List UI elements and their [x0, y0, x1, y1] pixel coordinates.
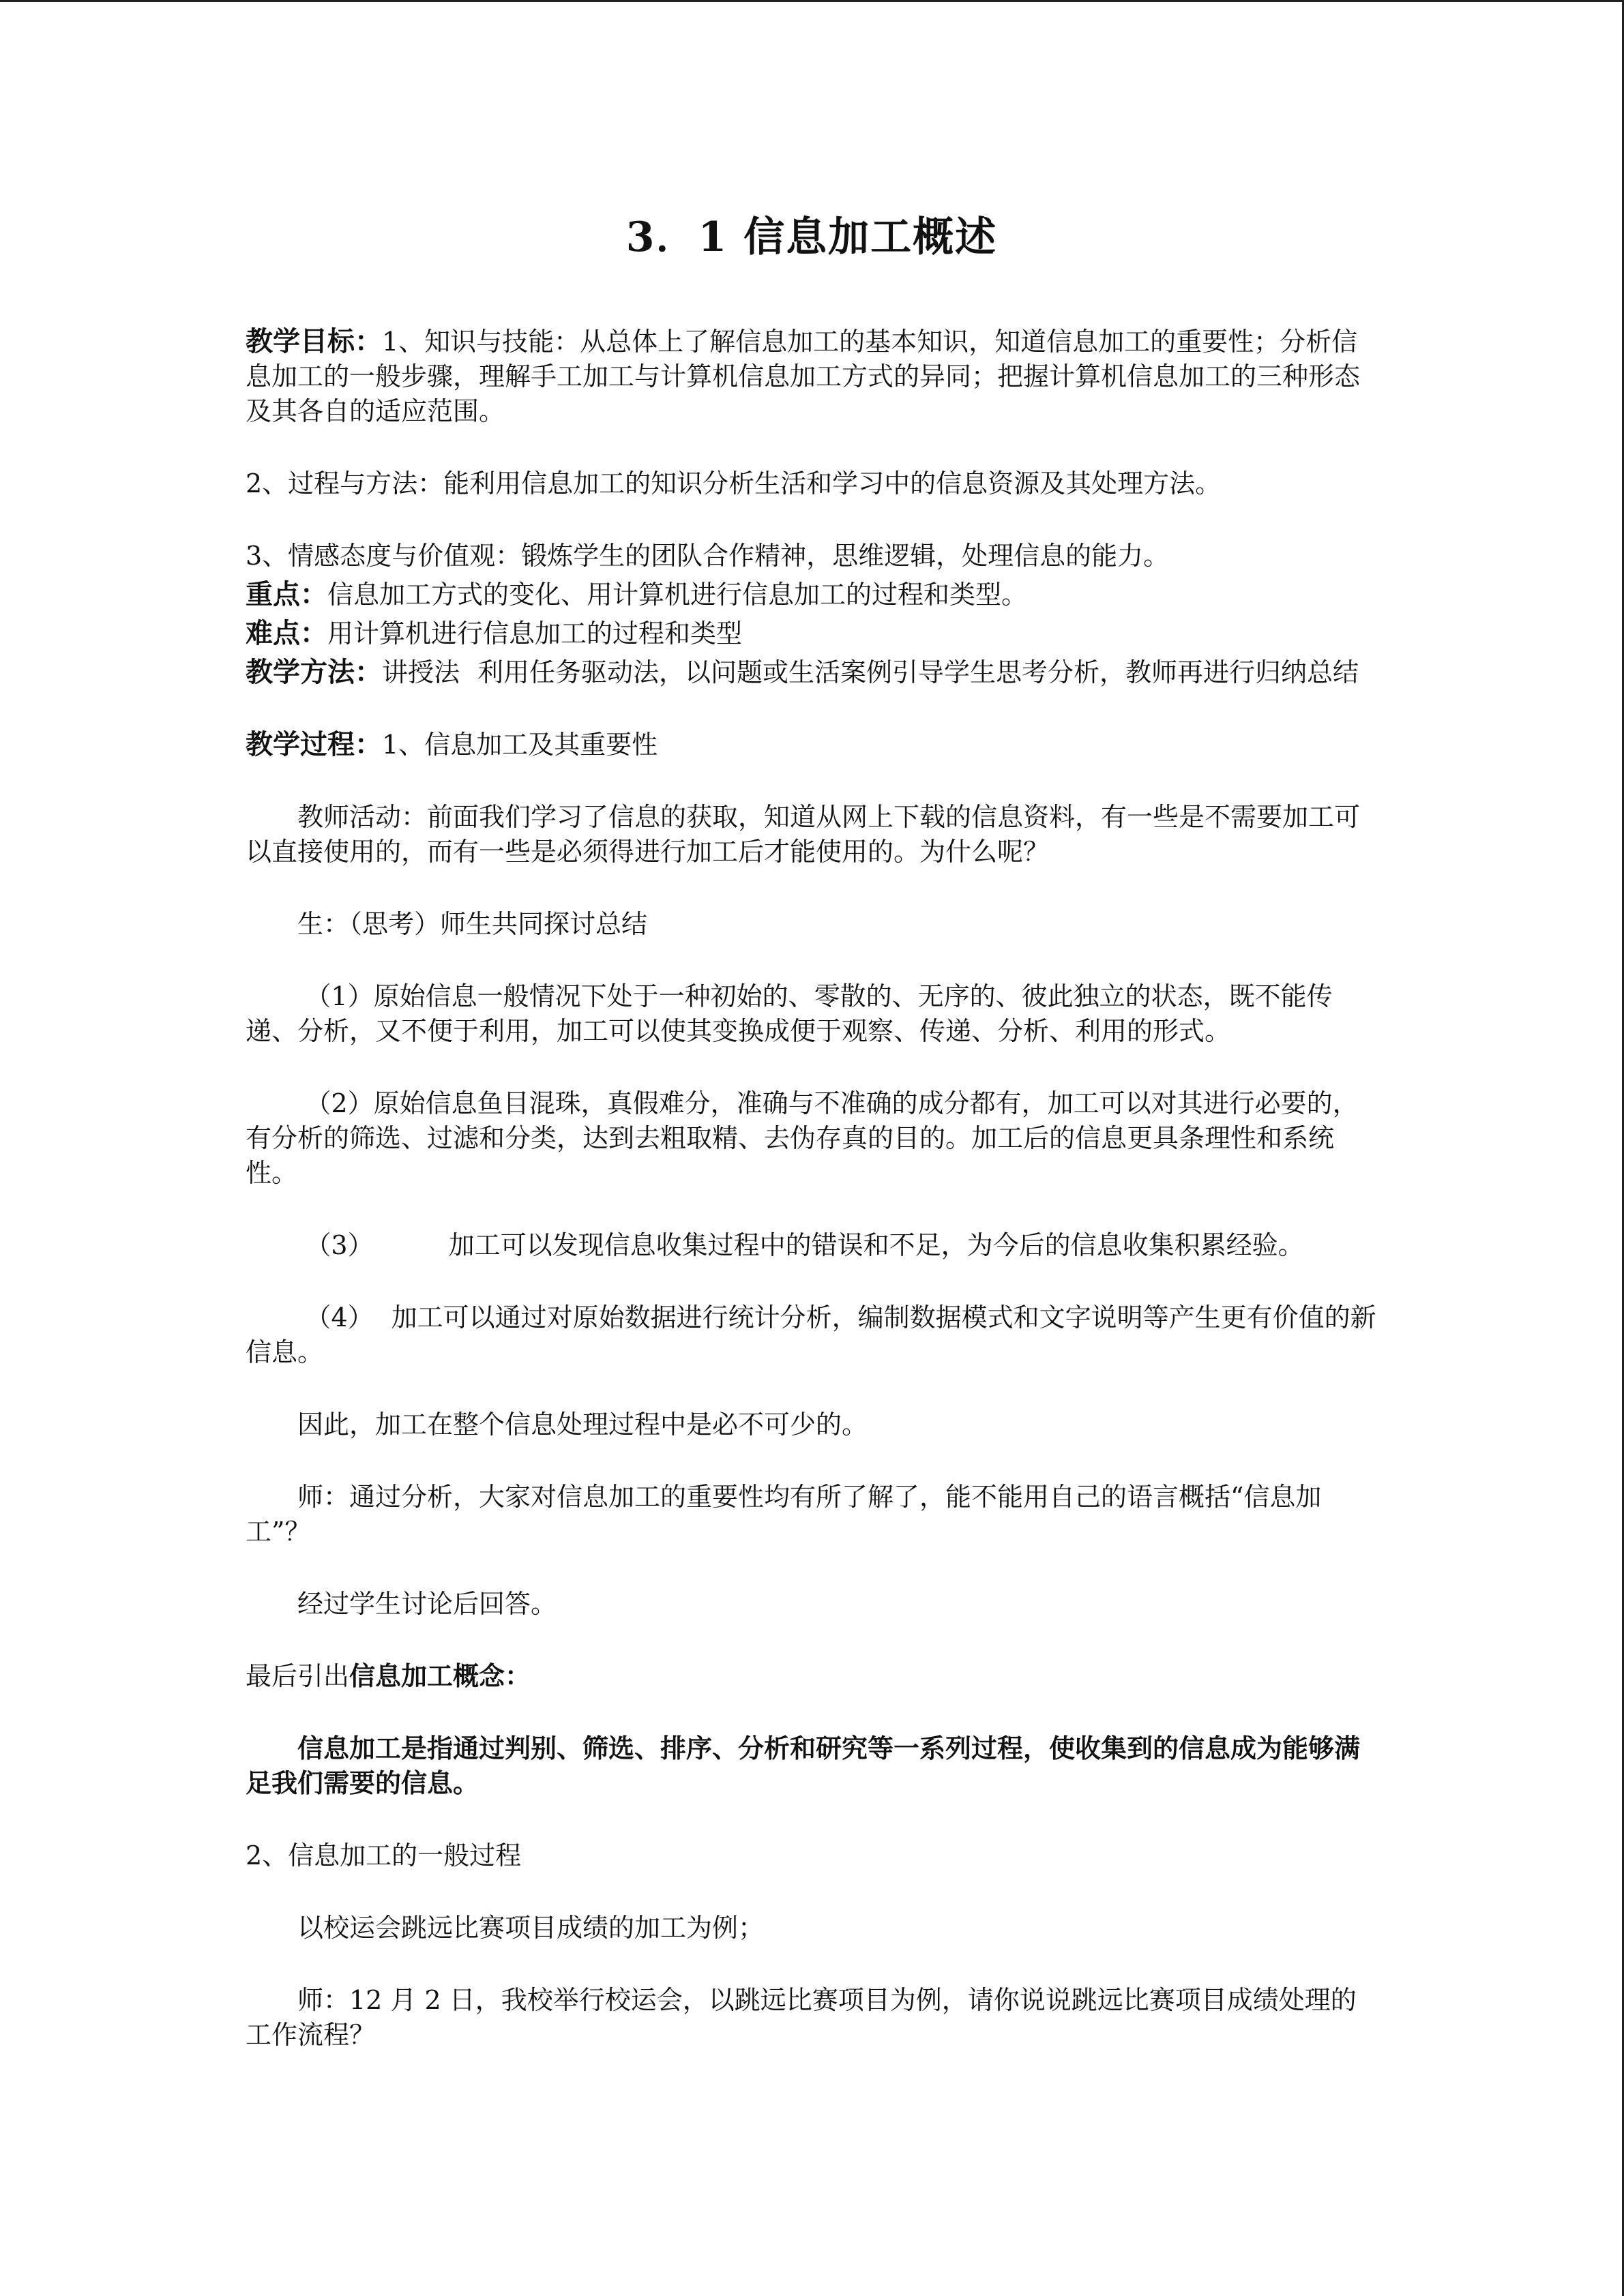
reason-3 — [246, 1228, 1378, 1263]
difficulty-label: 难点： — [246, 618, 327, 649]
difficulty-paragraph — [246, 616, 1378, 651]
method-text-b: 利用任务驱动法，以问题或生活案例引导学生思考分析，教师再进行归纳总结 — [477, 657, 1359, 687]
difficulty-text: 用计算机进行信息加工的过程和类型 — [327, 618, 743, 648]
process-section2: 2、信息加工的一般过程 — [246, 1840, 522, 1870]
objectives-item1: 1、知识与技能：从总体上了解信息加工的基本知识，知道信息加工的重要性；分析信息加工的一般步骤，理解手工加工与计算机信息加工方式的异同；把握计算机信息加工的三种形态及其各自的适应范围。 — [246, 327, 1361, 426]
process-section1: 1、信息加工及其重要性 — [382, 730, 658, 760]
reason-3-number: （3） — [305, 1230, 374, 1260]
reason-4-text: 加工可以通过对原始数据进行统计分析，编制数据模式和文字说明等产生更有价值的新信息。 — [246, 1302, 1376, 1367]
student-discussion: 经过学生讨论后回答。 — [297, 1589, 557, 1619]
method-paragraph — [246, 655, 1378, 690]
teacher-question: 师：通过分析，大家对信息加工的重要性均有所了解了，能不能用自己的语言概括“信息加工”？ — [246, 1482, 1322, 1547]
conclusion: 因此，加工在整个信息处理过程中是必不可少的。 — [297, 1410, 868, 1440]
definition-intro-prefix: 最后引出 — [246, 1661, 350, 1691]
reason-2: （2）原始信息鱼目混珠，真假难分，准确与不准确的成分都有，加工可以对其进行必要的，有分析的筛选、过滤和分类，达到去粗取精、去伪存真的目的。加工后的信息更具条理性和系统性。 — [246, 1088, 1359, 1188]
definition-intro — [246, 1659, 1378, 1694]
process-label: 教学过程： — [246, 729, 382, 760]
objectives-label: 教学目标： — [246, 326, 382, 357]
key-point-paragraph — [246, 578, 1378, 612]
reason-1: （1）原始信息一般情况下处于一种初始的、零散的、无序的、彼此独立的状态，既不能传递、分析，又不便于利用，加工可以使其变换成便于观察、传递、分析、利用的形式。 — [246, 981, 1333, 1046]
method-label: 教学方法： — [246, 657, 382, 688]
objectives-paragraph — [246, 325, 1378, 429]
page-top-border — [0, 0, 1624, 2]
student-response: 生：（思考）师生共同探讨总结 — [297, 909, 648, 939]
example-intro: 以校运会跳远比赛项目成绩的加工为例； — [297, 1913, 765, 1943]
method-text-a: 讲授法 — [382, 657, 460, 687]
document-body — [246, 205, 1378, 2053]
teacher-question-2: 师：12 月 2 日，我校举行校运会，以跳远比赛项目为例，请你说说跳远比赛项目成绩处理的工作流程？ — [246, 1985, 1357, 2050]
objectives-item3: 3、情感态度与价值观：锻炼学生的团队合作精神，思维逻辑，处理信息的能力。 — [246, 541, 1170, 571]
definition-intro-bold: 信息加工概念： — [349, 1661, 531, 1691]
process-paragraph — [246, 728, 1378, 762]
reason-4-number: （4） — [305, 1302, 374, 1332]
definition-text: 信息加工是指通过判别、筛选、排序、分析和研究等一系列过程，使收集到的信息成为能够满足我们需要的信息。 — [246, 1733, 1361, 1798]
reason-3-text: 加工可以发现信息收集过程中的错误和不足，为今后的信息收集积累经验。 — [448, 1230, 1304, 1260]
page-title: 3．1 信息加工概述 — [625, 213, 998, 261]
reason-4 — [246, 1300, 1378, 1370]
teacher-activity: 教师活动：前面我们学习了信息的获取，知道从网上下载的信息资料，有一些是不需要加工可以直接使用的，而有一些是必须得进行加工后才能使用的。为什么呢？ — [246, 802, 1361, 867]
key-point-label: 重点： — [246, 579, 327, 610]
objectives-item2: 2、过程与方法：能利用信息加工的知识分析生活和学习中的信息资源及其处理方法。 — [246, 468, 1222, 498]
key-point-text: 信息加工方式的变化、用计算机进行信息加工的过程和类型。 — [327, 580, 1028, 610]
